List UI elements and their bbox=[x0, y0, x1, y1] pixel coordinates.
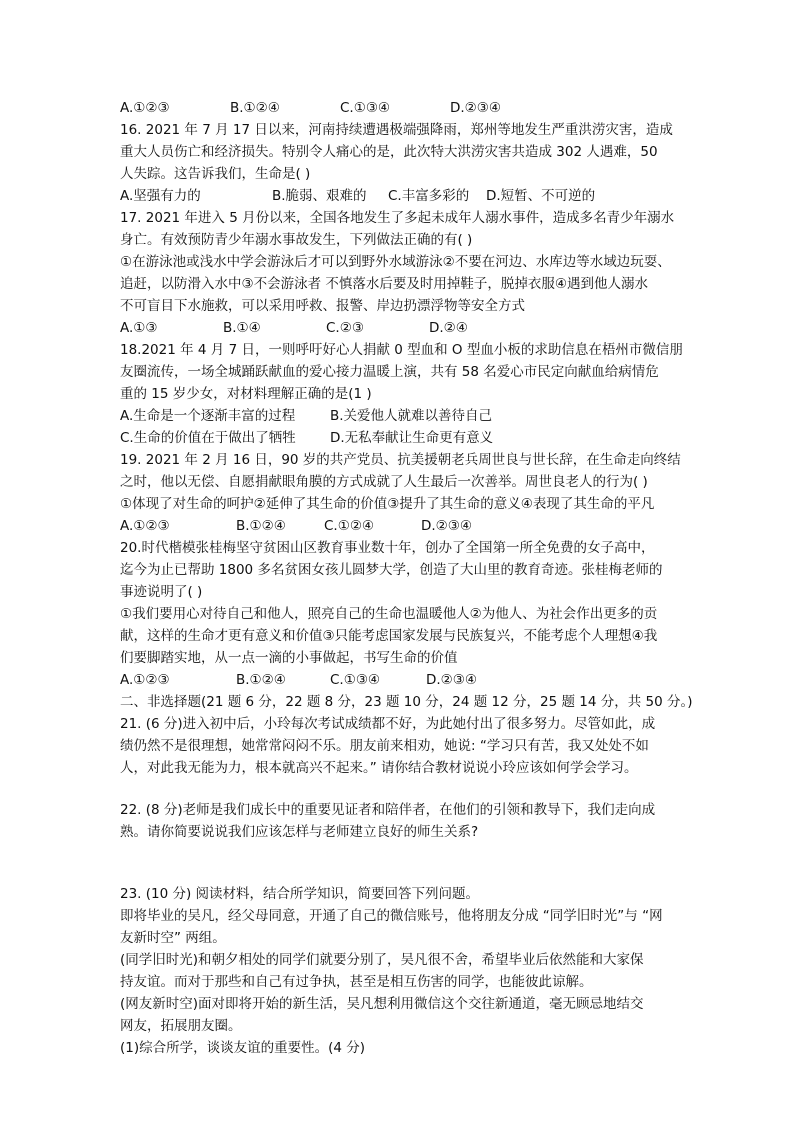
q18-line-1: 18.2021 年 4 月 7 日，一则呼吁好心人捐献 0 型血和 O 型血小板的求助信息在梧州市微信朋 bbox=[120, 342, 683, 358]
q23-line-3: 友新时空” 两组。 bbox=[120, 930, 226, 946]
q17-line-4: 追赶，以防滑入水中③不会游泳者 不慎落水后要及时用掉鞋子，脱掉衣服④遇到他人溺水 bbox=[120, 276, 648, 292]
q21-line-1: 21. (6 分)进入初中后，小玲每次考试成绩都不好，为此她付出了很多努力。尽管如此，成 bbox=[120, 716, 656, 732]
q23-line-5: 持友谊。而对于那些和自己有过争执，甚至是相互伤害的同学，也能彼此谅解。 bbox=[120, 974, 593, 990]
q17-line-2: 身亡。有效预防青少年溺水事故发生，下列做法正确的有( ) bbox=[120, 232, 473, 248]
q18-option-a: A.生命是一个逐渐丰富的过程 bbox=[120, 408, 296, 424]
q23-line-2: 即将毕业的吴凡，经父母同意，开通了自己的微信账号，他将朋友分成 “同学旧时光”与 “网 bbox=[120, 908, 663, 924]
q20-option-d: D.②③④ bbox=[426, 672, 477, 688]
q21-line-2: 绩仍然不是很理想，她常常闷闷不乐。朋友前来相劝，她说: “学习只有苦，我又处处不如 bbox=[120, 738, 649, 754]
q16-line-1: 16. 2021 年 7 月 17 日以来，河南持续遭遇极端强降雨，郑州等地发生严重洪涝灾害，造成 bbox=[120, 122, 673, 138]
q23-line-1: 23. (10 分) 阅读材料，结合所学知识，简要回答下列问题。 bbox=[120, 886, 480, 902]
q19-option-d: D.②③④ bbox=[421, 518, 472, 534]
q17-line-3: ①在游泳池或浅水中学会游泳后才可以到野外水域游泳②不要在河边、水库边等水域边玩耍、 bbox=[120, 254, 671, 270]
section-2-heading: 二、非选择题(21 题 6 分，22 题 8 分，23 题 10 分，24 题 12 分，25 题 14 分，共 50 分。) bbox=[120, 694, 693, 710]
q16-line-2: 重大人员伤亡和经济损失。特别令人痛心的是，此次特大洪涝灾害共造成 302 人遇难，50 bbox=[120, 144, 658, 160]
q19-option-c: C.①②④ bbox=[324, 518, 375, 534]
q20-line-3: 事迹说明了( ) bbox=[120, 584, 203, 600]
q18-line-2: 友圈流传，一场全城踊跃献血的爱心接力温暖上演，共有 58 名爱心市民定向献血给病情危 bbox=[120, 364, 659, 380]
q15-option-c: C.①③④ bbox=[340, 100, 391, 116]
q17-line-5: 不可盲目下水施救，可以采用呼救、报警、岸边扔漂浮物等安全方式 bbox=[120, 298, 525, 314]
q20-line-6: 们要脚踏实地，从一点一滴的小事做起，书写生命的价值 bbox=[120, 650, 458, 666]
answer-space-q22 bbox=[120, 843, 680, 883]
q20-option-a: A.①②③ bbox=[120, 672, 170, 688]
q22-line-2: 熟。请你简要说说我们应该怎样与老师建立良好的师生关系? bbox=[120, 824, 479, 840]
q19-option-a: A.①②③ bbox=[120, 518, 170, 534]
q20-line-5: 献，这样的生命才更有意义和价值③只能考虑国家发展与民族复兴，不能考虑个人理想④我 bbox=[120, 628, 658, 644]
q18-option-b: B.关爱他人就难以善待自己 bbox=[330, 408, 493, 424]
q15-option-b: B.①②④ bbox=[230, 100, 280, 116]
q18-options-row-2 bbox=[120, 427, 680, 449]
q17-option-a: A.①③ bbox=[120, 320, 158, 336]
q15-options bbox=[120, 97, 680, 119]
q16-option-a: A.坚强有力的 bbox=[120, 188, 201, 204]
q20-line-1: 20.时代楷模张桂梅坚守贫困山区教育事业数十年，创办了全国第一所全免费的女子高中， bbox=[120, 540, 655, 556]
q18-line-3: 重的 15 岁少女，对材料理解正确的是(1 ) bbox=[120, 386, 372, 402]
q23-line-7: 网友，拓展朋友圈。 bbox=[120, 1018, 242, 1034]
q15-option-d: D.②③④ bbox=[450, 100, 501, 116]
q18-option-d: D.无私奉献让生命更有意义 bbox=[330, 430, 494, 446]
q20-line-2: 迄今为止已帮助 1800 多名贫困女孩儿圆梦大学，创造了大山里的教育奇迹。张桂梅老师的 bbox=[120, 562, 663, 578]
q23-line-6: (网友新时空)面对即将开始的新生活，吴凡想利用微信这个交往新通道，毫无顾忌地结交 bbox=[120, 996, 644, 1012]
q23-line-8: (1)综合所学，谈谈友谊的重要性。(4 分) bbox=[120, 1040, 366, 1056]
q19-options bbox=[120, 515, 680, 537]
q16-options bbox=[120, 185, 680, 207]
q20-option-b: B.①②④ bbox=[236, 672, 286, 688]
page-content bbox=[120, 97, 693, 1059]
q23-line-4: (同学旧时光)和朝夕相处的同学们就要分别了，吴凡很不舍，希望毕业后依然能和大家保 bbox=[120, 952, 644, 968]
q18-options-row-1 bbox=[120, 405, 680, 427]
q17-option-b: B.①④ bbox=[223, 320, 261, 336]
q19-line-2: 之时，他以无偿、自愿捐献眼角膜的方式成就了人生最后一次善举。周世良老人的行为( ) bbox=[120, 474, 648, 490]
q17-option-c: C.②③ bbox=[326, 320, 364, 336]
q18-option-c: C.生命的价值在于做出了牺牲 bbox=[120, 430, 296, 446]
q16-option-b: B.脆弱、艰难的 bbox=[272, 188, 367, 204]
q16-line-3: 人失踪。这告诉我们，生命是( ) bbox=[120, 166, 311, 182]
q20-option-c: C.①③④ bbox=[330, 672, 381, 688]
q22-line-1: 22. (8 分)老师是我们成长中的重要见证者和陪伴者，在他们的引领和教导下，我们走向成 bbox=[120, 802, 656, 818]
q17-option-d: D.②④ bbox=[429, 320, 468, 336]
q15-option-a: A.①②③ bbox=[120, 100, 170, 116]
answer-space-q21 bbox=[120, 779, 680, 799]
q19-line-1: 19. 2021 年 2 月 16 日，90 岁的共产党员、抗美援朝老兵周世良与世长辞，在生命走向终结 bbox=[120, 452, 681, 468]
q17-line-1: 17. 2021 年进入 5 月份以来，全国各地发生了多起未成年人溺水事件，造成多名青少年溺水 bbox=[120, 210, 675, 226]
q20-line-4: ①我们要用心对待自己和他人，照亮自己的生命也温暖他人②为他人、为社会作出更多的贡 bbox=[120, 606, 658, 622]
q19-option-b: B.①②④ bbox=[236, 518, 286, 534]
q17-options bbox=[120, 317, 680, 339]
q19-line-3: ①体现了对生命的呵护②延伸了其生命的价值③提升了其生命的意义④表现了其生命的平凡 bbox=[120, 496, 655, 512]
q16-option-d: D.短暂、不可逆的 bbox=[486, 188, 596, 204]
q21-line-3: 人，对此我无能为力，根本就高兴不起来。” 请你结合教材说说小玲应该如何学会学习。 bbox=[120, 760, 638, 776]
q16-option-c: C.丰富多彩的 bbox=[388, 188, 470, 204]
q20-options bbox=[120, 669, 680, 691]
